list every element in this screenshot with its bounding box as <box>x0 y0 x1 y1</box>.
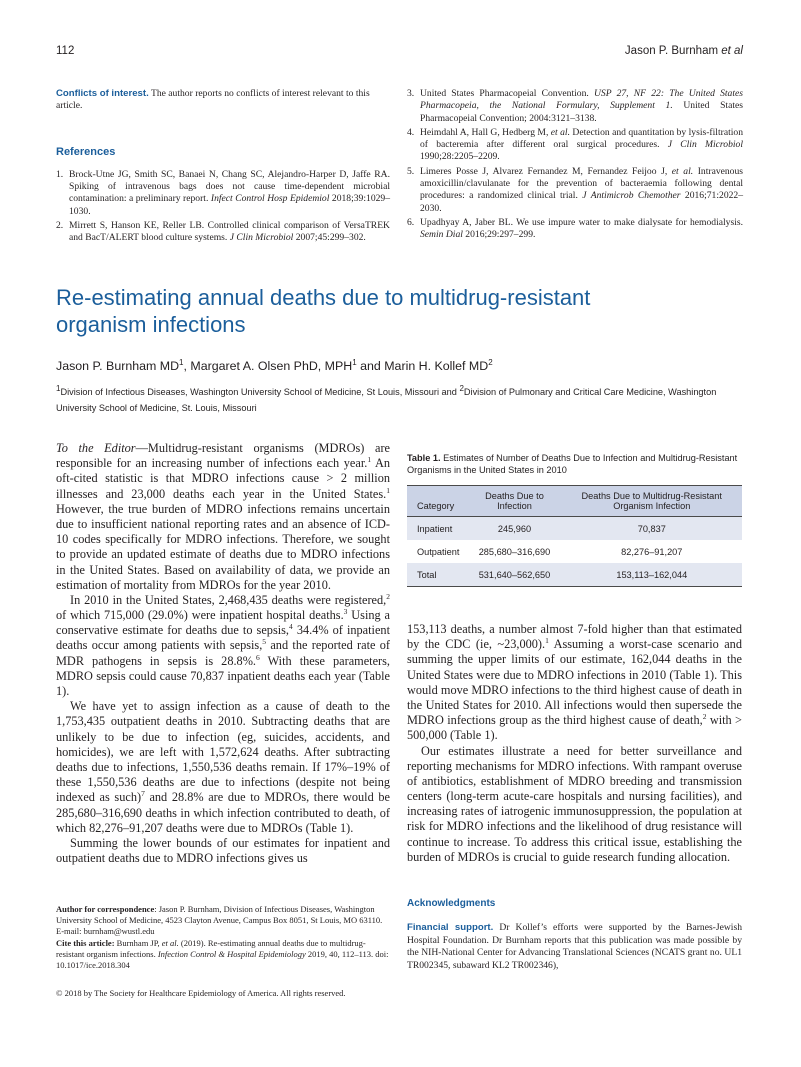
reference-item: 6. Upadhyay A, Jaber BL. We use impure water to make dialysate for hemodialysis. Semin Dial 2016;29:297–299. <box>407 216 743 241</box>
acknowledgments-heading: Acknowledgments <box>407 898 496 909</box>
table-cell: Outpatient <box>417 546 460 557</box>
body-paragraph: 153,113 deaths, a number almost 7-fold higher than that estimated by the CDC (ie, ~23,000).$^1$ Assuming a worst-case scenario and summing the upper limits of our estimate, 162,044 deaths in the United States were due to MDRO infections in 2010 (Table 1). This would move MDRO infections to the third highest cause of death in the United States for 2010. All infections would then supersede the MDRO infections group as the third highest cause of death,$^2$ with > 500,000 (Table 1). <box>407 622 742 743</box>
reference-list <box>407 88 743 242</box>
table-cell: 245,960 <box>497 523 532 534</box>
deaths-table <box>407 485 742 587</box>
table-1 <box>407 452 742 587</box>
table-cell: 531,640–562,650 <box>478 569 551 580</box>
affiliations: $^1$Division of Infectious Diseases, Washington University School of Medicine, St Louis, Missouri and $^2$Division of Pulmonary and Critical Care Medicine, Washington University School of Medicine, St. Louis, Missouri <box>56 384 717 413</box>
table-cell: 153,113–162,044 <box>616 569 688 580</box>
table-cell: 70,837 <box>637 523 666 534</box>
reference-item: 1. Brock-Utne JG, Smith SC, Banaei N, Chang SC, Alejandro-Harper D, Jaffe RA. Spiking of intravenous bags does not cause time-dependent microbial contamination: a preliminary report. Infect Control Hosp Epidemiol 2018;39:1029–1030. <box>56 168 391 217</box>
column-header: Category <box>417 501 455 512</box>
page-number: 112 <box>56 45 75 57</box>
running-head: Jason P. Burnham et al <box>624 45 743 57</box>
body-text-left <box>56 441 390 866</box>
copyright-notice: © 2018 by The Society for Healthcare Epidemiology of America. All rights reserved. <box>56 988 346 998</box>
table-caption: Table 1. Estimates of Number of Deaths Due to Infection and Multidrug-Resistant Organisms in the United States in 2010 <box>407 453 738 476</box>
column-header: Deaths Due to Infection <box>485 491 544 512</box>
table-header-row <box>407 486 742 517</box>
body-paragraph: To the Editor—Multidrug-resistant organisms (MDROs) are responsible for an increasing number of infections each year.$^1$ An oft-cited statistic is that MDRO infections cause > 2 million illnesses and 23,000 deaths each year in the United States.$^1$ However, the true burden of MDRO infections remains uncertain due to insufficient national reporting rates and an absence of ICD-10 codes specifically for MDRO infections. Therefore, we sought to provide an updated estimate of deaths due to MDRO infections in the United States. Based on availability of data, we provide an estimation of mortality from MDROs for the year 2010. <box>56 441 390 592</box>
conflicts-of-interest: Conflicts of interest. The author reports no conflicts of interest relevant to this article. <box>56 88 370 112</box>
conflicts-and-references-left <box>56 88 390 247</box>
table-cell: Inpatient <box>417 523 453 534</box>
references-heading: References <box>56 145 116 158</box>
column-header: Deaths Due to Multidrug-Resistant Organism Infection <box>581 491 722 512</box>
table-cell: 285,680–316,690 <box>478 546 551 557</box>
body-paragraph: Summing the lower bounds of our estimates for inpatient and outpatient deaths due to MDRO infections gives us <box>56 835 390 866</box>
reference-item: 4. Heimdahl A, Hall G, Hedberg M, et al. Detection and quantitation by lysis-filtration of bacteremia after different oral surgical procedures. J Clin Microbiol 1990;28:2205–2209. <box>407 126 744 163</box>
body-text-right <box>407 622 742 865</box>
body-paragraph: Our estimates illustrate a need for better surveillance and reporting mechanisms for MDRO infections. With rampant overuse of antibiotics, establishment of MDRO breeding and transmission centers (long-term acute-care hospitals and nursing facilities), and increasing rates of iatrogenic immunosuppression, the population at risk for MDRO infections and the likelihood of drug resistance will continue to increase. To address this critical issue, establishing the burden of MDROs is crucial to guide research funding allocation. <box>407 743 742 864</box>
author-list: Jason P. Burnham $MD^1$, Margaret A. Olsen PhD, MPH$^1$ and Marin H. Kollef $MD^2$ <box>56 358 493 374</box>
table-row <box>407 517 742 541</box>
conflicts-label: Conflicts of interest. <box>56 88 149 99</box>
reference-item: 2. Mirrett S, Hanson KE, Reller LB. Controlled clinical comparison of VersaTREK and BacT/ALERT blood culture systems. J Clin Microbiol 2007;45:299–302. <box>56 220 390 244</box>
reference-list <box>56 169 390 245</box>
article-title: Re-estimating annual deaths due to multidrug-resistant organism infections <box>56 285 591 337</box>
table-cell: 82,276–91,207 <box>621 546 683 557</box>
correspondence-footnote: Author for correspondence: Jason P. Burnham, Division of Infectious Diseases, Washington University School of Medicine, 4523 Clayton Avenue, Campus Box 8051, St Louis, MO 63110. E-mail: burnham@wustl.edu Cite this article: Burnham JP, et al. (2019). Re-estimating annual deaths due to multidrug-resistant organism infections. Infection Control & Hospital Epidemiology 2019, 40, 112–113. doi: 10.1017/ice.2018.304 <box>56 904 389 971</box>
reference-item: 5. Limeres Posse J, Alvarez Fernandez M, Fernandez Feijoo J, et al. Intravenous amoxicillin/clavulanate for the prevention of bacteraemia following dental procedures: a randomized clinical trial. J Antimicrob Chemother 2016;71:2022–2030. <box>407 165 744 214</box>
references-right <box>407 88 743 244</box>
financial-support-label: Financial support. <box>407 922 494 933</box>
table-row <box>407 540 742 563</box>
body-paragraph: In 2010 in the United States, 2,468,435 deaths were registered,$^2$ of which 715,000 (29.0%) were inpatient hospital deaths.$^3$ Using a conservative estimate for deaths due to sepsis,$^4$ 34.4% of inpatient deaths occur among patients with sepsis,$^5$ and the reported rate of MDR pathogens in sepsis is 28.8%.$^6$ With these parameters, MDRO sepsis could cause 70,837 inpatient deaths each year (Table 1). <box>56 591 391 698</box>
body-paragraph: We have yet to assign infection as a cause of death to the 1,753,435 outpatient deaths in 2010. Subtracting deaths that are unlikely to be due to infection (eg, suicides, accidents, and homicides), we are left with 1,572,624 deaths. After subtracting deaths due to infections, 1,550,536 deaths remain. If 17%–19% of these 1,550,536 deaths are due to infections (despite not being indexed as such)$^7$ and 28.8% are due to MDROs, there would be 285,680–316,690 deaths in which infection contributed to death, of which 82,276–91,207 deaths were due to MDROs (Table 1). <box>56 699 390 835</box>
table-cell: Total <box>417 569 437 580</box>
table-row <box>407 563 742 587</box>
acknowledgments-text: Financial support. Dr Kollef’s efforts were supported by the Barnes-Jewish Hospital Foundation. Dr Burnham reports that this publication was made possible by the NIH-National Center for Advancing Translational Sciences (NCATS grant no. UL1 TR002345, subaward KL2 TR002346), <box>407 922 742 971</box>
reference-item: 3. United States Pharmacopeial Convention. USP 27, NF 22: The United States Pharmacopeia, the National Formulary, Supplement 1. United States Pharmacopeial Convention; 2004:3121–3138. <box>407 88 744 124</box>
